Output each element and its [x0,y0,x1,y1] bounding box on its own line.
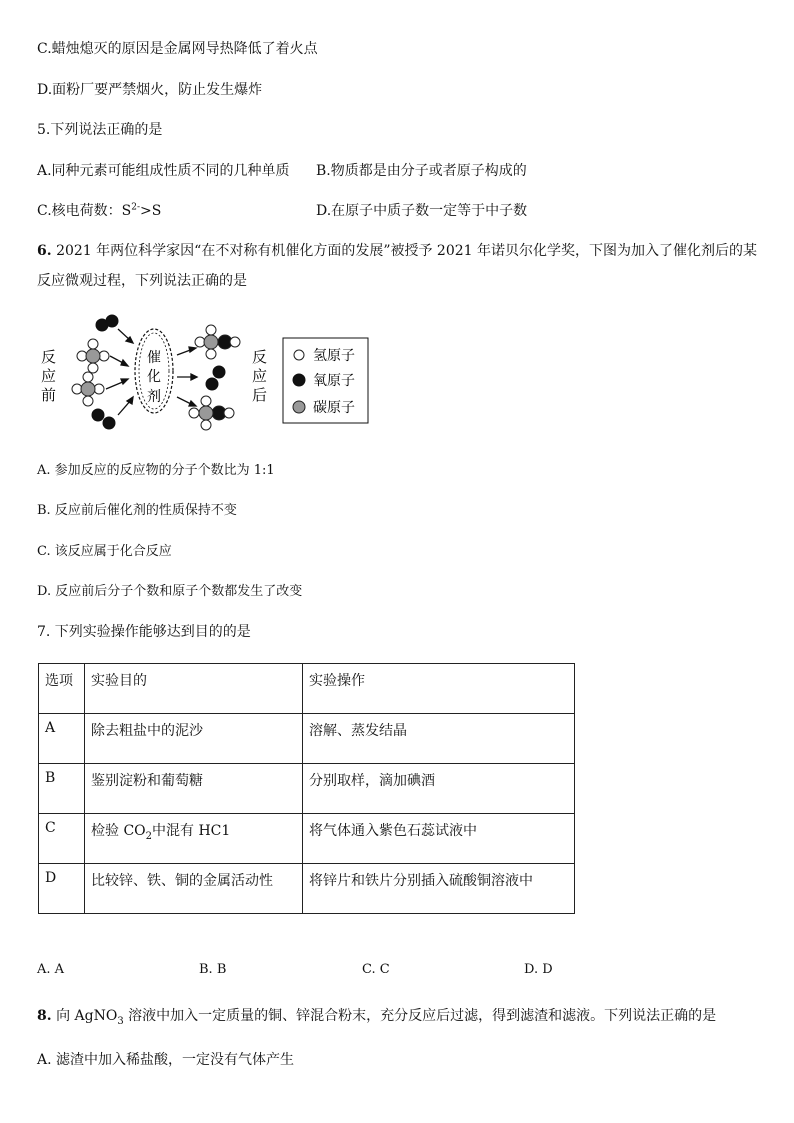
q6-option-d: D. 反应前后分子个数和原子个数都发生了改变 [37,584,303,599]
legend-carbon-swatch [293,401,305,413]
reaction-diagram [30,305,375,435]
legend-carbon-label: 碳原子 [313,399,355,415]
table-row [39,864,575,914]
row-b-operation: 分别取样，滴加碘酒 [303,764,575,814]
q6-stem-line-1: 2021 年两位科学家因“在不对称有机催化方面的发展”被授予 2021 年诺贝尔化学奖，下图为加入了催化剂后的某 [56,243,757,259]
methanol-molecule-top [195,325,240,359]
q7-stem: 7. 下列实验操作能够达到目的的是 [37,624,251,640]
row-d-operation: 将锌片和铁片分别插入硫酸铜溶液中 [303,864,575,914]
legend-oxygen-swatch [293,374,305,386]
legend-hydrogen-label: 氢原子 [313,347,355,363]
header-operation: 实验操作 [303,664,575,714]
table-header-row [39,664,575,714]
table-row [39,714,575,764]
q6-stem [37,236,757,296]
q5-options-row-1 [37,160,757,180]
q7-answer-b: B. B [199,962,227,977]
q6-option-c: C. 该反应属于化合反应 [37,544,172,559]
o2-molecule-bottom [92,409,115,429]
row-b-option: B [39,764,85,814]
table-row [39,764,575,814]
o2-molecule-middle [206,366,225,390]
q5-option-d: D.在原子中质子数一定等于中子数 [316,203,528,219]
row-a-operation: 溶解、蒸发结晶 [303,714,575,764]
row-a-purpose: 除去粗盐中的泥沙 [85,714,303,764]
q7-answers [37,962,757,982]
q7-answer-d: D. D [524,962,553,977]
row-b-purpose: 鉴别淀粉和葡萄糖 [85,764,303,814]
row-c-option: C [39,814,85,864]
table-row [39,814,575,864]
q5-option-b: B.物质都是由分子或者原子构成的 [316,163,527,179]
q5-options-row-2 [37,200,757,220]
row-c-purpose: 检验 $CO_2$中混有 HC1 [85,814,303,864]
catalyst-label-2: 化 [147,368,161,384]
ch4-molecule-1 [77,339,109,373]
q8-stem: 8. 向 AgNO$_3$ 溶液中加入一定质量的铜、锌混合粉末，充分反应后过滤，得到滤渣和滤液。下列说法正确的是 [37,1008,717,1027]
before-label-2: 应 [41,368,57,385]
q7-answer-c: C. C [362,962,390,977]
legend-oxygen-label: 氧原子 [313,372,355,388]
methanol-molecule-bottom [189,396,234,430]
q6-number: 6. [37,243,52,259]
q8-option-a: A. 滤渣中加入稀盐酸，一定没有气体产生 [37,1052,295,1068]
catalyst-label-3: 剂 [147,388,161,404]
row-d-purpose: 比较锌、铁、铜的金属活动性 [85,864,303,914]
ch4-molecule-2 [72,372,104,406]
before-label-1: 反 [41,349,57,366]
before-label-3: 前 [41,387,57,404]
legend-hydrogen-swatch [294,350,304,360]
q8-number: 8. [37,1008,52,1024]
catalyst-label-1: 催 [147,349,161,365]
q6-option-b: B. 反应前后催化剂的性质保持不变 [37,503,237,518]
output-arrows [177,347,197,406]
header-option: 选项 [39,664,85,714]
row-d-option: D [39,864,85,914]
q5-option-a: A.同种元素可能组成性质不同的几种单质 [37,163,290,179]
row-c-operation: 将气体通入紫色石蕊试液中 [303,814,575,864]
q6-stem-line-2: 反应微观过程，下列说法正确的是 [37,273,247,289]
o2-molecule-top [96,315,118,331]
q5-stem: 5.下列说法正确的是 [37,122,163,138]
after-label-1: 反 [252,349,268,366]
q4-option-d: D.面粉厂要严禁烟火，防止发生爆炸 [37,82,263,98]
after-label-2: 应 [252,368,268,385]
input-arrows [106,329,133,415]
q5-option-c: C.核电荷数：$S^{2-}>S$ [37,202,162,219]
experiment-table [38,663,575,914]
after-label-3: 后 [252,387,268,404]
q4-option-c: C.蜡烛熄灭的原因是金属网导热降低了着火点 [37,41,318,57]
q7-answer-a: A. A [37,962,65,977]
q6-option-a: A. 参加反应的反应物的分子个数比为 1:1 [37,463,275,478]
header-purpose: 实验目的 [85,664,303,714]
row-a-option: A [39,714,85,764]
